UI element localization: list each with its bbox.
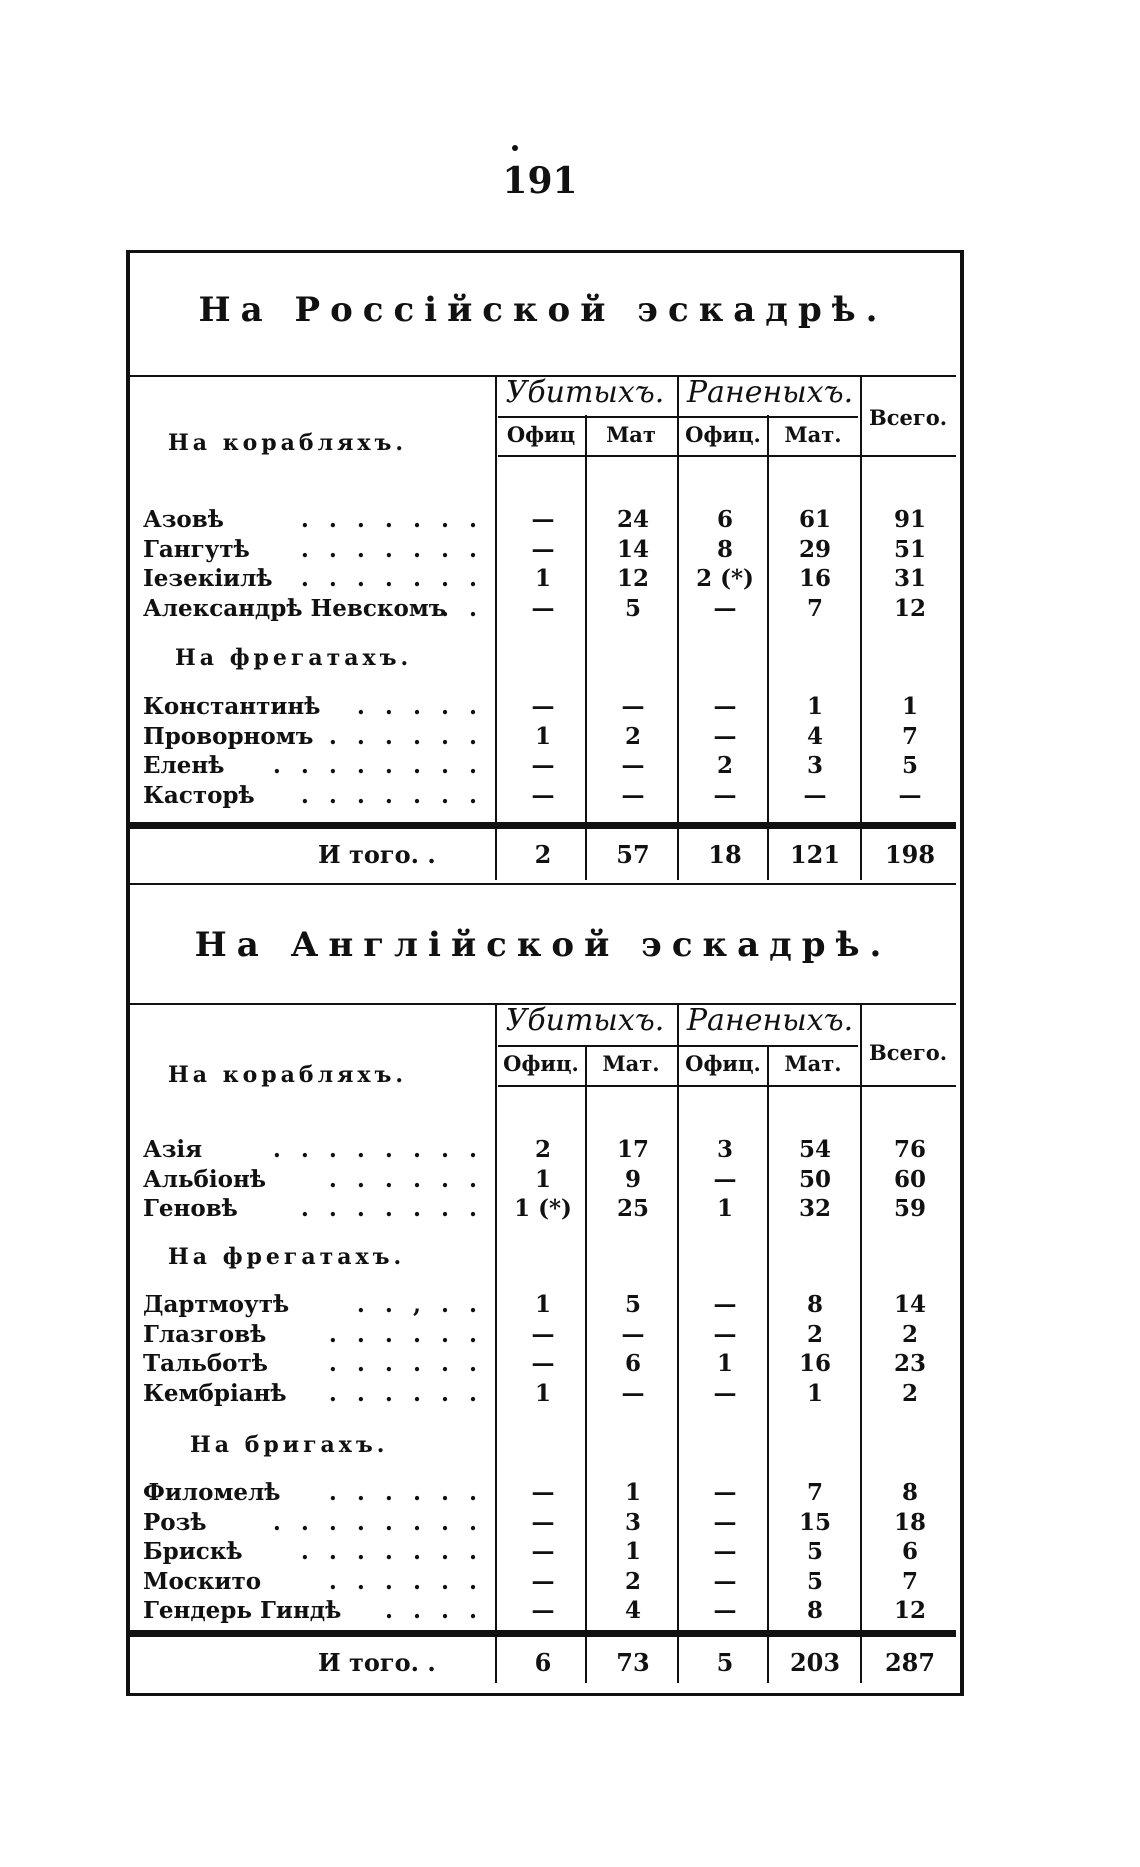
total-cell: 7 (901, 722, 918, 750)
total-cell: 91 (893, 506, 926, 533)
leader-dots: . . . . . . (328, 722, 483, 750)
total-cell: 60 (893, 1165, 926, 1193)
english-section-ships: На корабляхъ. (168, 1062, 407, 1088)
killed-sailors-cell: 1 (624, 1479, 641, 1506)
total-cell: 23 (893, 1350, 926, 1377)
killed-officers-cell: — (531, 1597, 555, 1624)
killed-sailors-cell: 4 (624, 1597, 641, 1624)
russian-wounded-header: Раненыхъ. (686, 375, 854, 410)
total-wounded-officers: 18 (708, 840, 742, 869)
table-row (143, 692, 953, 722)
leader-dots: . . . . . . . . (272, 752, 483, 779)
leader-dots: . . . . . . (328, 1479, 483, 1506)
russian-squadron-title: На Россійской эскадрѣ. (198, 290, 888, 330)
killed-sailors-cell: 17 (616, 1136, 649, 1163)
russian-subheader-rule (498, 455, 956, 457)
wounded-sailors-cell: 15 (798, 1508, 831, 1536)
table-row (143, 1537, 953, 1567)
table-row (143, 751, 953, 781)
vessel-name: Геновѣ (143, 1195, 238, 1222)
vessel-name: Филомелѣ (143, 1479, 281, 1506)
vessel-name: Кембріанѣ (143, 1379, 287, 1407)
killed-officers-cell: 2 (534, 1136, 551, 1163)
vessel-name: Глазговѣ (143, 1320, 267, 1348)
killed-officers-cell: — (531, 594, 555, 622)
vessel-name: Проворномъ (143, 722, 314, 750)
english-subheader-rule (498, 1085, 956, 1087)
table-row (143, 1349, 953, 1379)
killed-officers-cell: — (531, 1320, 555, 1348)
total-cell: 12 (893, 1597, 926, 1624)
vessel-name: Розѣ (143, 1508, 207, 1536)
leader-dots: . . (440, 594, 483, 622)
wounded-officers-cell: — (713, 1320, 737, 1348)
leader-dots: . . . . . . . (300, 506, 483, 533)
total-cell: 12 (893, 594, 926, 622)
russian-total-header: Всего. (868, 405, 948, 430)
english-killed-header: Убитыхъ. (505, 1003, 665, 1038)
wounded-officers-cell: — (713, 722, 737, 750)
total-wounded-officers: 5 (716, 1648, 734, 1677)
russian-killed-header: Убитыхъ. (505, 375, 665, 410)
wounded-sailors-cell: 3 (806, 752, 823, 779)
table-row (143, 1320, 953, 1350)
wounded-officers-cell: 6 (716, 506, 733, 533)
russian-section-ships: На корабляхъ. (168, 430, 407, 456)
leader-dots: . . . . . . . (300, 1538, 483, 1565)
table-row (143, 594, 953, 624)
table-row (143, 1596, 953, 1626)
wounded-sailors-cell: 1 (806, 693, 823, 720)
english-wounded-sailors-header: Мат. (784, 1051, 842, 1076)
russian-killed-officers-header: Офиц (506, 422, 576, 447)
vessel-name: Іезекіилѣ (143, 565, 273, 592)
killed-officers-cell: — (531, 1479, 555, 1506)
killed-officers-cell: — (531, 1538, 555, 1565)
total-cell: 7 (901, 1567, 918, 1595)
killed-officers-cell: 1 (534, 1291, 551, 1318)
table-row (143, 1165, 953, 1195)
wounded-officers-cell: — (713, 1597, 737, 1624)
killed-officers-cell: — (531, 1508, 555, 1536)
wounded-officers-cell: — (713, 693, 737, 720)
english-section-frigates: На фрегатахъ. (168, 1244, 406, 1270)
vessel-name: Москито (143, 1567, 262, 1595)
total-wounded-sailors: 203 (789, 1648, 841, 1677)
wounded-sailors-cell: 8 (806, 1291, 823, 1318)
leader-dots: . . . . . . (328, 1165, 483, 1193)
wounded-sailors-cell: 16 (798, 565, 831, 592)
killed-sailors-cell: 24 (616, 506, 649, 533)
english-total-label: И того. . (318, 1648, 436, 1677)
wounded-sailors-cell: 7 (806, 1479, 823, 1506)
leader-dots: . . . . . . . (300, 1195, 483, 1222)
english-total-header: Всего. (868, 1040, 948, 1065)
vessel-name: Дартмоутѣ (143, 1291, 290, 1318)
leader-dots: . . , . . (356, 1291, 483, 1318)
killed-officers-cell: 1 (534, 565, 551, 592)
killed-sailors-cell: — (621, 752, 645, 779)
leader-dots: . . . . . . . (300, 535, 483, 563)
killed-sailors-cell: 9 (624, 1165, 641, 1193)
wounded-sailors-cell: 32 (798, 1195, 831, 1222)
vessel-name: Еленѣ (143, 752, 225, 779)
english-squadron-title: На Англійской эскадрѣ. (194, 925, 892, 965)
wounded-officers-cell: — (713, 1291, 737, 1318)
total-cell: 59 (893, 1195, 926, 1222)
vessel-name: Брискѣ (143, 1538, 243, 1565)
wounded-officers-cell: 1 (716, 1350, 733, 1377)
wounded-sailors-cell: 5 (806, 1538, 823, 1565)
leader-dots: . . . . . . (328, 1379, 483, 1407)
killed-sailors-cell: 1 (624, 1538, 641, 1565)
table-row (143, 1194, 953, 1224)
leader-dots: . . . . . . . . (272, 1508, 483, 1536)
english-killed-sailors-header: Мат. (602, 1051, 660, 1076)
leader-dots: . . . . . . (328, 1567, 483, 1595)
killed-sailors-cell: — (621, 1320, 645, 1348)
table-row (143, 1567, 953, 1597)
russian-wounded-sailors-header: Мат. (784, 422, 842, 447)
killed-officers-cell: — (531, 535, 555, 563)
killed-officers-cell: — (531, 693, 555, 720)
table-row (143, 781, 953, 811)
english-wounded-header: Раненыхъ. (686, 1003, 854, 1038)
total-cell: 18 (893, 1508, 926, 1536)
leader-dots: . . . . . . . (300, 781, 483, 809)
table-row (143, 505, 953, 535)
total-cell: 8 (901, 1479, 918, 1506)
table-row (143, 1379, 953, 1409)
leader-dots: . . . . . (356, 693, 483, 720)
killed-sailors-cell: — (621, 693, 645, 720)
wounded-officers-cell: — (713, 1567, 737, 1595)
russian-section-frigates: На фрегатахъ. (175, 645, 413, 671)
vessel-name: Альбіонѣ (143, 1165, 266, 1193)
wounded-officers-cell: 2 (*) (696, 565, 754, 592)
total-cell: — (898, 781, 922, 809)
wounded-officers-cell: — (713, 1508, 737, 1536)
vessel-name: Азія (143, 1136, 203, 1163)
russian-wounded-officers-header: Офиц. (685, 422, 761, 447)
vessel-name: Гангутѣ (143, 535, 250, 563)
killed-officers-cell: — (531, 1567, 555, 1595)
wounded-sailors-cell: 4 (806, 722, 823, 750)
table-row (143, 1478, 953, 1508)
killed-sailors-cell: 25 (616, 1195, 649, 1222)
total-cell: 5 (901, 752, 918, 779)
wounded-sailors-cell: 50 (798, 1165, 831, 1193)
wounded-officers-cell: — (713, 1538, 737, 1565)
leader-dots: . . . . (384, 1597, 483, 1624)
page-dot-mark (512, 145, 518, 151)
wounded-officers-cell: — (713, 781, 737, 809)
leader-dots: . . . . . . (328, 1350, 483, 1377)
wounded-officers-cell: 1 (716, 1195, 733, 1222)
total-cell: 2 (901, 1320, 918, 1348)
killed-sailors-cell: — (621, 781, 645, 809)
total-cell: 76 (893, 1136, 926, 1163)
killed-officers-cell: 1 (534, 1379, 551, 1407)
wounded-sailors-cell: 61 (798, 506, 831, 533)
killed-officers-cell: — (531, 752, 555, 779)
wounded-officers-cell: — (713, 594, 737, 622)
table-row (143, 1135, 953, 1165)
russian-bottom-rule (130, 883, 956, 885)
vessel-name: Александрѣ Невскомъ (143, 594, 447, 622)
killed-sailors-cell: 2 (624, 722, 641, 750)
killed-sailors-cell: 6 (624, 1350, 641, 1377)
killed-sailors-cell: 5 (624, 594, 641, 622)
killed-sailors-cell: 5 (624, 1291, 641, 1318)
vessel-name: Тальботѣ (143, 1350, 268, 1377)
english-total-rule (130, 1630, 956, 1637)
leader-dots: . . . . . . . (300, 565, 483, 592)
wounded-sailors-cell: 2 (806, 1320, 823, 1348)
grand-total: 198 (884, 840, 936, 869)
wounded-officers-cell: — (713, 1379, 737, 1407)
total-cell: 1 (901, 693, 918, 720)
total-cell: 6 (901, 1538, 918, 1565)
wounded-officers-cell: 8 (716, 535, 733, 563)
leader-dots: . . . . . . . . (272, 1136, 483, 1163)
vessel-name: Константинѣ (143, 693, 321, 720)
vessel-name: Азовѣ (143, 506, 224, 533)
english-wounded-officers-header: Офиц. (685, 1051, 761, 1076)
grand-total: 287 (884, 1648, 936, 1677)
table-row (143, 722, 953, 752)
vessel-name: Касторѣ (143, 781, 255, 809)
page-number: 191 (502, 160, 578, 202)
killed-officers-cell: — (531, 506, 555, 533)
wounded-officers-cell: 2 (716, 752, 733, 779)
wounded-sailors-cell: — (803, 781, 827, 809)
killed-officers-cell: 1 (534, 1165, 551, 1193)
total-cell: 2 (901, 1379, 918, 1407)
killed-sailors-cell: 12 (616, 565, 649, 592)
total-killed-officers: 6 (534, 1648, 552, 1677)
table-row (143, 564, 953, 594)
killed-officers-cell: — (531, 781, 555, 809)
killed-sailors-cell: 2 (624, 1567, 641, 1595)
killed-officers-cell: 1 (*) (514, 1195, 572, 1222)
vessel-name: Гендерь Гиндѣ (143, 1597, 342, 1624)
wounded-sailors-cell: 8 (806, 1597, 823, 1624)
total-cell: 31 (893, 565, 926, 592)
wounded-officers-cell: — (713, 1479, 737, 1506)
total-cell: 51 (893, 535, 926, 563)
wounded-sailors-cell: 7 (806, 594, 823, 622)
total-killed-sailors: 57 (616, 840, 650, 869)
table-row (143, 1290, 953, 1320)
russian-total-rule (130, 822, 956, 829)
wounded-officers-cell: 3 (716, 1136, 733, 1163)
leader-dots: . . . . . . (328, 1320, 483, 1348)
english-section-brigs: На бригахъ. (190, 1432, 389, 1458)
killed-sailors-cell: 14 (616, 535, 649, 563)
killed-sailors-cell: — (621, 1379, 645, 1407)
total-killed-sailors: 73 (616, 1648, 650, 1677)
wounded-sailors-cell: 54 (798, 1136, 831, 1163)
wounded-sailors-cell: 29 (798, 535, 831, 563)
table-row (143, 535, 953, 565)
russian-killed-sailors-header: Мат (606, 422, 656, 447)
english-killed-officers-header: Офиц. (503, 1051, 579, 1076)
table-row (143, 1508, 953, 1538)
wounded-sailors-cell: 16 (798, 1350, 831, 1377)
russian-total-label: И того. . (318, 840, 436, 869)
wounded-sailors-cell: 1 (806, 1379, 823, 1407)
killed-sailors-cell: 3 (624, 1508, 641, 1536)
killed-officers-cell: — (531, 1350, 555, 1377)
wounded-sailors-cell: 5 (806, 1567, 823, 1595)
total-wounded-sailors: 121 (789, 840, 841, 869)
total-killed-officers: 2 (534, 840, 552, 869)
killed-officers-cell: 1 (534, 722, 551, 750)
wounded-officers-cell: — (713, 1165, 737, 1193)
total-cell: 14 (893, 1291, 926, 1318)
